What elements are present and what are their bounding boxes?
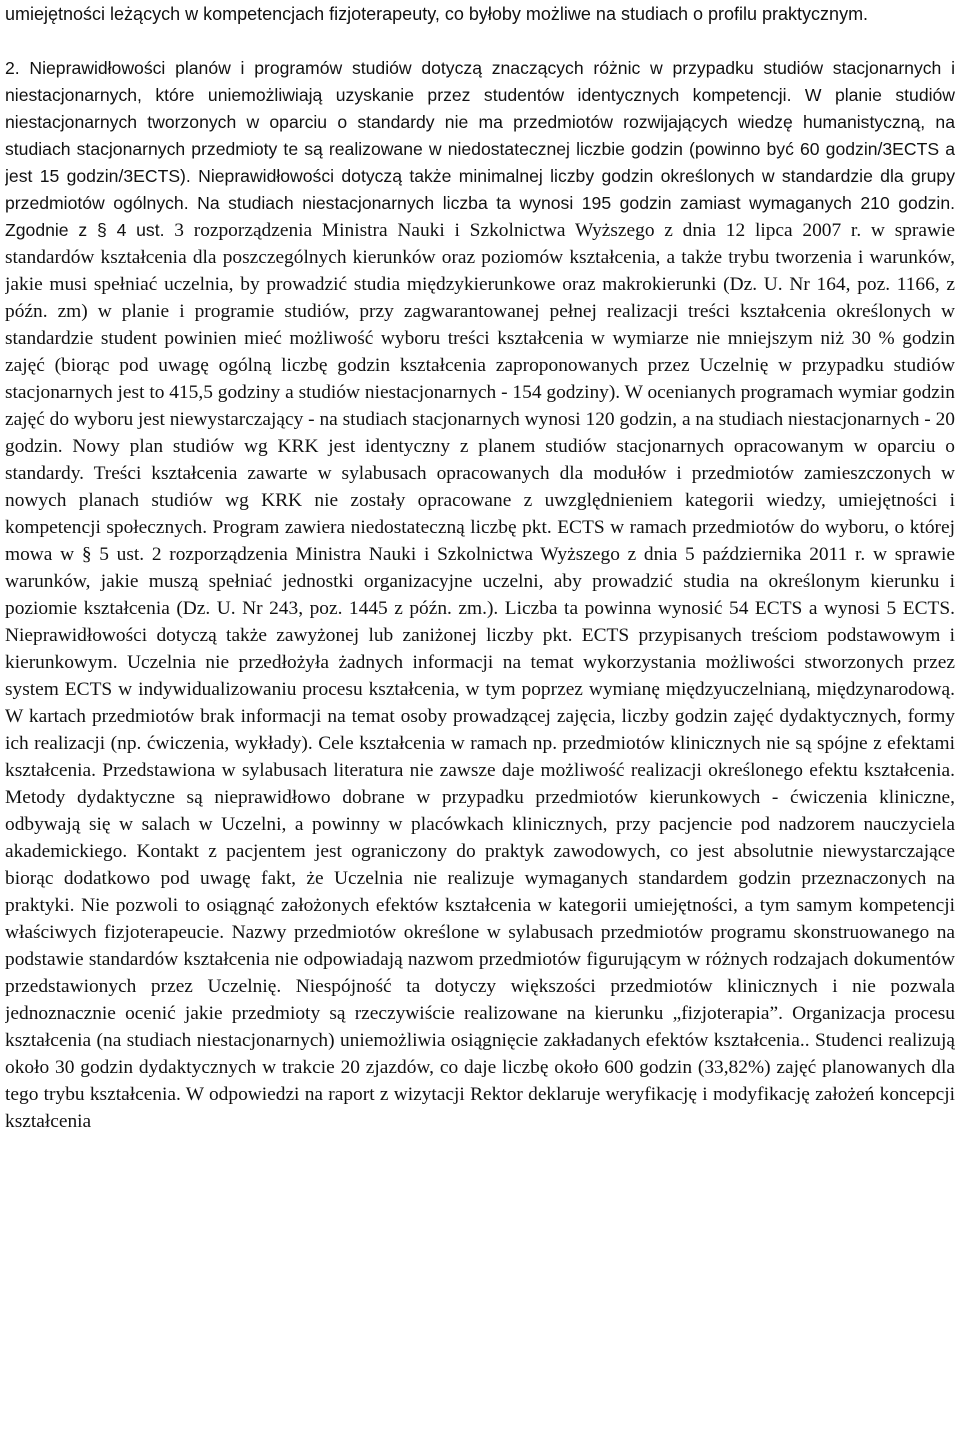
document-page [5,0,955,1440]
paragraph-continuation: umiejętności leżących w kompetencjach fizjoterapeuty, co byłoby możliwe na studiach o profilu praktycznym. [5,4,869,24]
paragraph-2-serif-part: 3 rozporządzenia Ministra Nauki i Szkolnictwa Wyższego z dnia 12 lipca 2007 r. w sprawie standardów kształcenia dla poszczególnych kierunków oraz poziomów kształcenia, a także trybu tworzenia i warunków, jakie musi spełniać uczelnia, by prowadzić studia międzykierunkowe oraz makrokierunki (Dz. U. Nr 164, poz. 1166, z późn. zm) w planie i programie studiów, przy zagwarantowanej pełnej realizacji treści kształcenia określonych w standardzie student powinien mieć możliwość wyboru treści kształcenia w wymiarze nie mniejszym niż 30 % godzin zajęć (biorąc pod uwagę ogólną liczbę godzin kształcenia zaproponowanych przez Uczelnię w przypadku studiów stacjonarnych jest to 415,5 godziny a studiów niestacjonarnych - 154 godziny). W ocenianych programach wymiar godzin zajęć do wyboru jest niewystarczający - na studiach stacjonarnych wynosi 120 godzin, a na studiach niestacjonarnych - 20 godzin. Nowy plan studiów wg KRK jest identyczny z planem studiów stacjonarnych opracowanym w oparciu o standardy. Treści kształcenia zawarte w sylabusach opracowanych dla modułów i przedmiotów zamieszczonych w nowych planach studiów wg KRK nie zostały opracowane z uwzględnieniem kategorii wiedzy, umiejętności i kompetencji społecznych. Program zawiera niedostateczną liczbę pkt. ECTS w ramach przedmiotów do wyboru, o której mowa w § 5 ust. 2 rozporządzenia Ministra Nauki i Szkolnictwa Wyższego z dnia 5 października 2011 r. w sprawie warunków, jakie muszą spełniać jednostki organizacyjne uczelni, aby prowadzić studia na określonym kierunku i poziomie kształcenia (Dz. U. Nr 243, poz. 1445 z późn. zm.). Liczba ta powinna wynosić 54 ECTS a wynosi 5 ECTS. Nieprawidłowości dotyczą także zawyżonej lub zaniżonej liczby pkt. ECTS przypisanych treściom podstawowym i kierunkowym. Uczelnia nie przedłożyła żadnych informacji na temat wykorzystania możliwości stworzonych przez system ECTS w indywidualizowaniu procesu kształcenia, w tym poprzez wymianę międzyuczelnianą, międzynarodową. W kartach przedmiotów brak informacji na temat osoby prowadzącej zajęcia, liczby godzin zajęć dydaktycznych, formy ich realizacji (np. ćwiczenia, wykłady). Cele kształcenia w ramach np. przedmiotów klinicznych nie są spójne z efektami kształcenia. Przedstawiona w sylabusach literatura nie zawsze daje możliwość realizacji określonego efektu kształcenia. Metody dydaktyczne są nieprawidłowo dobrane w przypadku przedmiotów kierunkowych - ćwiczenia kliniczne, odbywają się w salach w Uczelni, a powinny w placówkach klinicznych, przy pacjencie pod nadzorem nauczyciela akademickiego. Kontakt z pacjentem jest ograniczony do praktyk zawodowych, co jest absolutnie niewystarczające biorąc dodatkowo pod uwagę fakt, że Uczelnia nie realizuje wymaganych standardem godzin przeznaczonych na praktyki. Nie pozwoli to osiągnąć założonych efektów kształcenia w kategorii umiejętności, a tym samym kompetencji właściwych fizjoterapeucie. Nazwy przedmiotów określone w sylabusach przedmiotów programu skonstruowanego na podstawie standardów kształcenia nie odpowiadają nazwom przedmiotów figurującym w różnych rodzajach dokumentów przedstawionych przez Uczelnię. Niespójność ta dotyczy większości przedmiotów klinicznych i nie pozwala jednoznacznie ocenić jakie przedmioty są rzeczywiście realizowane na kierunku „fizjoterapia”. Organizacja procesu kształcenia (na studiach niestacjonarnych) uniemożliwia osiągnięcie zakładanych efektów kształcenia.. Studenci realizują około 30 godzin dydaktycznych w trakcie 20 zjazdów, co daje liczbę około 600 godzin (33,82%) zajęć planowanych dla tego trybu kształcenia. W odpowiedzi na raport z wizytacji Rektor deklaruje weryfikację i modyfikację założeń koncepcji kształcenia [5,220,955,1132]
paragraph-2-lead: 2. Nieprawidłowości planów i programów studiów dotyczą znaczących różnic w przypadku studiów stacjonarnych i niestacjonarnych, które uniemożliwiają uzyskanie przez studentów identycznych kompetencji. [5,58,955,105]
paragraph-2-sans-part: W planie studiów niestacjonarnych tworzonych w oparciu o standardy nie ma przedmiotów rozwijających wiedzę humanistyczną, na studiach stacjonarnych przedmioty te są realizowane w niedostatecznej liczbie godzin (powinno być 60 godzin/3ECTS a jest 15 godzin/3ECTS). Nieprawidłowości dotyczą także minimalnej liczby godzin określonych w standardzie dla grupy przedmiotów ogólnych. Na studiach niestacjonarnych liczba ta wynosi 195 godzin zamiast wymaganych 210 godzin. Zgodnie z § 4 ust. [5,85,955,240]
paragraph-2 [5,55,955,1135]
